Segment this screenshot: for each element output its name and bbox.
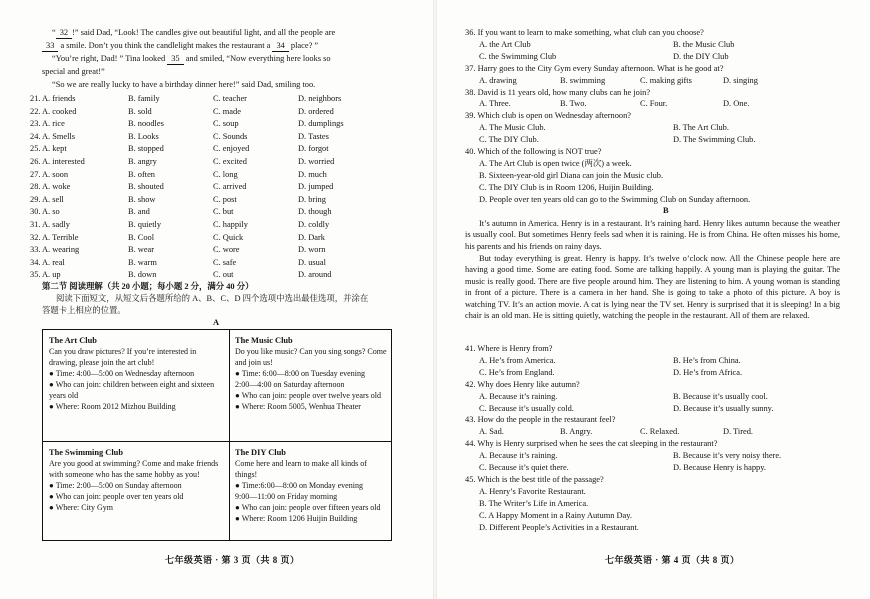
choice-number: 35. (30, 270, 41, 280)
choice-number: 32. (30, 232, 41, 242)
answer-option: A. Because it’s raining. (479, 451, 558, 461)
answer-option: B. Because it’s usually cool. (673, 391, 768, 401)
blank-number: 35 (167, 54, 183, 65)
club-detail: ● Where: Room 2012 Mizhou Building (49, 402, 176, 411)
club-detail: ● Where: Room 1206 Huijin Building (235, 514, 358, 523)
answer-option: A. Sad. (479, 427, 504, 437)
club-detail: Can you draw pictures? If you’re interested in drawing, please join the art club! (49, 347, 197, 367)
answer-option: B. Because it’s very noisy there. (673, 451, 782, 461)
dialog-text: a smile. Don’t you think the candlelight makes the restaurant a (58, 41, 273, 50)
choice-option: B. angry (128, 157, 157, 166)
choice-option: B. noodles (128, 119, 164, 129)
choice-number: 25. (30, 144, 41, 154)
answer-option: B. Angry. (560, 427, 593, 437)
club-detail: ● Time: 4:00—5:00 on Wednesday afternoon (49, 369, 195, 378)
dialog-line (52, 28, 335, 39)
answer-option: A. He’s from America. (479, 355, 556, 365)
answer-option: A. Because it’s raining. (479, 391, 558, 401)
dialog-line (52, 80, 315, 90)
club-detail: ● Where: City Gym (49, 503, 114, 512)
choice-option: D. forgot (298, 144, 329, 154)
blank-number: 32 (56, 28, 72, 39)
table-divider-vertical (229, 330, 230, 540)
choice-option: B. Cool (128, 232, 155, 242)
diy-club-cell (235, 447, 387, 524)
choice-option: D. Dark (298, 232, 325, 242)
question-stem: 37. Harry goes to the City Gym every Sunday afternoon. What is he good at? (465, 63, 724, 73)
choice-option: A. so (42, 207, 60, 217)
choice-option: A. rice (42, 119, 65, 129)
dialog-line (52, 54, 331, 65)
choice-option: B. quietly (128, 220, 162, 229)
blank-number: 34 (272, 41, 288, 52)
choice-option: C. post (213, 194, 237, 204)
choice-number: 29. (30, 194, 41, 204)
right-page-footer: 七年级英语 · 第 4 页（共 8 页） (605, 555, 740, 565)
left-page-footer: 七年级英语 · 第 3 页（共 8 页） (165, 555, 300, 565)
choice-option: D. though (298, 207, 332, 217)
choice-option: C. Quick (213, 232, 244, 242)
club-detail: Do you like music? Can you sing songs? Come and join us! (235, 347, 387, 367)
club-detail: ● Time: 6:00—8:00 on Tuesday evening (235, 369, 365, 378)
choice-option: A. sell (42, 194, 64, 204)
club-detail: 9:00—11:00 on Friday morning (235, 492, 338, 501)
choice-option: A. interested (42, 157, 85, 166)
section-title: 第二节 阅读理解（共 20 小题；每小题 2 分，满分 40 分） (42, 282, 254, 291)
dialog-text: “So we are really lucky to have a birthday dinner here!” said Dad, smiling too. (52, 80, 316, 89)
choice-option: C. wore (213, 245, 240, 255)
answer-option: C. Because it’s quiet there. (479, 463, 569, 472)
answer-option: A. drawing (479, 75, 517, 85)
choice-option: B. down (128, 270, 157, 280)
question-stem: 44. Why is Henry surprised when he sees the cat sleeping in the restaurant? (465, 439, 718, 449)
choice-option: D. around (298, 270, 332, 280)
right-page (435, 0, 870, 599)
choice-option: A. sadly (42, 220, 70, 229)
answer-option: D. Because Henry is happy. (673, 463, 766, 472)
choice-option: C. teacher (213, 94, 247, 103)
choice-option: A. woke (42, 182, 71, 192)
choice-option: B. stopped (128, 144, 164, 154)
choice-option: A. up (42, 270, 61, 280)
choice-option: C. soup (213, 119, 239, 129)
answer-option: A. Three. (479, 99, 511, 109)
answer-option: D. the DIY Club (673, 51, 729, 61)
answer-option: C. He’s from England. (479, 367, 555, 377)
club-detail: ● Who can join: people over ten years old (49, 492, 184, 501)
answer-option: C. Because it’s usually cold. (479, 403, 574, 413)
club-title: The Music Club (235, 336, 293, 345)
club-title: The DIY Club (235, 448, 286, 457)
club-detail: Are you good at swimming? Come and make friends with someone who has the same hobby as you! (49, 459, 219, 479)
choice-option: C. arrived (213, 182, 247, 192)
choice-option: D. neighbors (298, 94, 342, 103)
table-divider-horizontal (43, 441, 391, 442)
choice-option: B. Looks (128, 131, 159, 141)
choice-option: C. happily (213, 220, 248, 229)
choice-option: B. family (128, 94, 160, 103)
clubs-table (42, 329, 392, 541)
choice-option: A. friends (42, 94, 76, 103)
answer-option: C. the Swimming Club (479, 51, 557, 61)
question-stem: 38. David is 11 years old, how many clubs can he join? (465, 87, 651, 97)
answer-option: D. People over ten years old can go to the Swimming Club on Sunday afternoon. (479, 194, 751, 204)
answer-option: C. A Happy Moment in a Rainy Autumn Day. (479, 510, 632, 520)
answer-option: D. Because it’s usually sunny. (673, 403, 774, 413)
choice-option: A. kept (42, 144, 67, 154)
answer-option: D. The Swimming Club. (673, 135, 756, 145)
choice-option: A. soon (42, 169, 69, 179)
music-club-cell (235, 335, 387, 412)
choice-option: A. Smells (42, 131, 76, 141)
dialog-text: “ (52, 28, 56, 37)
choice-number: 26. (30, 157, 41, 166)
choice-option: D. worried (298, 157, 335, 166)
answer-option: D. singing (723, 75, 758, 85)
choice-number: 24. (30, 131, 41, 141)
choice-option: B. sold (128, 106, 152, 116)
club-title: The Swimming Club (49, 448, 123, 457)
choice-number: 33. (30, 245, 41, 255)
answer-option: A. The Art Club is open twice (两次) a week. (479, 158, 632, 168)
answer-option: B. Two. (560, 99, 587, 109)
choice-number: 34. (30, 257, 41, 267)
question-stem: 36. If you want to learn to make something, what club can you choose? (465, 28, 704, 37)
passage-b-label: B (663, 206, 669, 215)
choice-number: 28. (30, 182, 41, 192)
passage-a-label: A (213, 318, 220, 327)
club-detail: 2:00—4:00 on Saturday afternoon (235, 380, 345, 389)
answer-option: A. the Art Club (479, 39, 531, 49)
choice-option: B. wear (128, 245, 155, 255)
blank-number: 33 (42, 41, 58, 52)
choice-option: A. wearing (42, 245, 80, 255)
choice-option: D. ordered (298, 106, 334, 116)
choice-option: D. Tastes (298, 131, 329, 141)
question-stem: 41. Where is Henry from? (465, 344, 553, 353)
choice-number: 31. (30, 220, 41, 229)
choice-number: 22. (30, 106, 41, 116)
answer-option: D. He’s from Africa. (673, 367, 743, 377)
choice-option: D. bring (298, 194, 326, 204)
answer-option: C. making gifts (640, 75, 692, 85)
answer-option: B. The Art Club. (673, 123, 729, 133)
answer-option: D. One. (723, 99, 750, 109)
dialog-text: place? ” (288, 41, 319, 50)
choice-option: A. cooked (42, 106, 77, 116)
choice-option: C. out (213, 270, 234, 280)
choice-option: C. made (213, 106, 241, 116)
dialog-line (42, 67, 105, 77)
club-detail: ● Time: 2:00—5:00 on Sunday afternoon (49, 481, 182, 490)
club-detail: ● Time:6:00—8:00 on Monday evening (235, 481, 363, 490)
passage-b-paragraph-1: It’s autumn in America. Henry is in a restaurant. It’s raining hard. Henry likes autumn because the weather is usually cool. But sometimes Henry feels sad when it is raining. He is from China. He often misses his home, his parents and his friends on rainy days. (465, 219, 840, 251)
choice-option: D. usual (298, 257, 326, 267)
dialog-line (42, 41, 318, 52)
choice-option: C. safe (213, 257, 237, 267)
answer-option: A. Henry’s Favorite Restaurant. (479, 486, 586, 496)
answer-option: D. Different People’s Activities in a Restaurant. (479, 522, 639, 532)
choice-option: B. show (128, 194, 156, 204)
choice-option: D. dumplings (298, 119, 344, 129)
choice-option: C. Sounds (213, 131, 248, 141)
swimming-club-cell (49, 447, 225, 513)
choice-option: C. long (213, 169, 238, 179)
choice-option: A. real (42, 257, 65, 267)
answer-option: C. Relaxed. (640, 427, 680, 437)
club-detail: Come here and learn to make all kinds of things! (235, 459, 367, 479)
choice-option: C. but (213, 207, 234, 217)
choice-number: 21. (30, 94, 41, 103)
art-club-cell (49, 335, 225, 412)
choice-number: 27. (30, 169, 41, 179)
dialog-text: special and great!” (42, 67, 105, 76)
answer-option: C. Four. (640, 99, 668, 109)
dialog-text: and smiled, “Now everything here looks so (183, 54, 331, 63)
choice-option: B. often (128, 169, 155, 179)
answer-option: C. The DIY Club. (479, 135, 539, 145)
choice-option: D. much (298, 169, 327, 179)
choice-number: 30. (30, 207, 41, 217)
question-stem: 40. Which of the following is NOT true? (465, 147, 602, 156)
question-stem: 45. Which is the best title of the passage? (465, 474, 604, 484)
dialog-text: “You’re right, Dad! ” Tina looked (52, 54, 168, 63)
answer-option: C. The DIY Club is in Room 1206, Huijin Building. (479, 182, 654, 192)
choice-option: D. jumped (298, 182, 334, 192)
choice-option: D. worn (298, 245, 326, 255)
choice-option: C. excited (213, 157, 247, 166)
answer-option: B. The Writer’s Life in America. (479, 498, 589, 508)
choice-option: B. and (128, 207, 150, 217)
choice-option: B. warm (128, 257, 157, 267)
club-detail: ● Where: Room 5005, Wenhua Theater (235, 402, 361, 411)
answer-option: B. swimming (560, 75, 606, 85)
question-stem: 39. Which club is open on Wednesday afternoon? (465, 111, 632, 121)
answer-option: B. the Music Club (673, 39, 735, 49)
club-detail: ● Who can join: people over fifteen years old (235, 503, 381, 512)
dialog-text: !” said Dad, “Look! The candles give out beautiful light, and all the people are (72, 28, 336, 37)
club-detail: ● Who can join: people over twelve years old (235, 391, 381, 400)
instruction-line-1: 阅读下面短文，从短文后各题所给的 A、B、C、D 四个选项中选出最佳选项，并涂在 (56, 294, 369, 303)
choice-option: B. shouted (128, 182, 164, 192)
passage-b-paragraph-2: But today everything is great. Henry is happy. It’s twelve o’clock now. All the Chinese people here are having a good time. Some are eating food. Some are talking happily. A young man is playing the guitar. The music is really good. There are five people around him. They are listening to him. A young woman is standing in front of a picture. There is a camera in her hand. She is going to take a photo of this picture. A boy is watching TV. It’s an action movie. A cat is lying near the TV set. Henry is surprised that it is sleeping! In a big chair is an old man. He is sitting quietly, watching the people in the restaurant. All of them are relaxed. (465, 254, 840, 321)
answer-option: D. Tired. (723, 427, 754, 437)
choice-option: D. coldly (298, 220, 330, 229)
instruction-line-2: 答题卡上相应的位置。 (42, 306, 126, 315)
answer-option: B. Sixteen-year-old girl Diana can join the Music club. (479, 170, 664, 180)
club-title: The Art Club (49, 336, 97, 345)
choice-option: A. Terrible (42, 232, 79, 242)
choice-number: 23. (30, 119, 41, 129)
answer-option: A. The Music Club. (479, 123, 546, 133)
question-stem: 43. How do the people in the restaurant feel? (465, 415, 616, 425)
choice-option: C. enjoyed (213, 144, 250, 154)
club-detail: ● Who can join: children between eight and sixteen years old (49, 380, 215, 400)
question-stem: 42. Why does Henry like autumn? (465, 379, 580, 389)
answer-option: B. He’s from China. (673, 355, 741, 365)
